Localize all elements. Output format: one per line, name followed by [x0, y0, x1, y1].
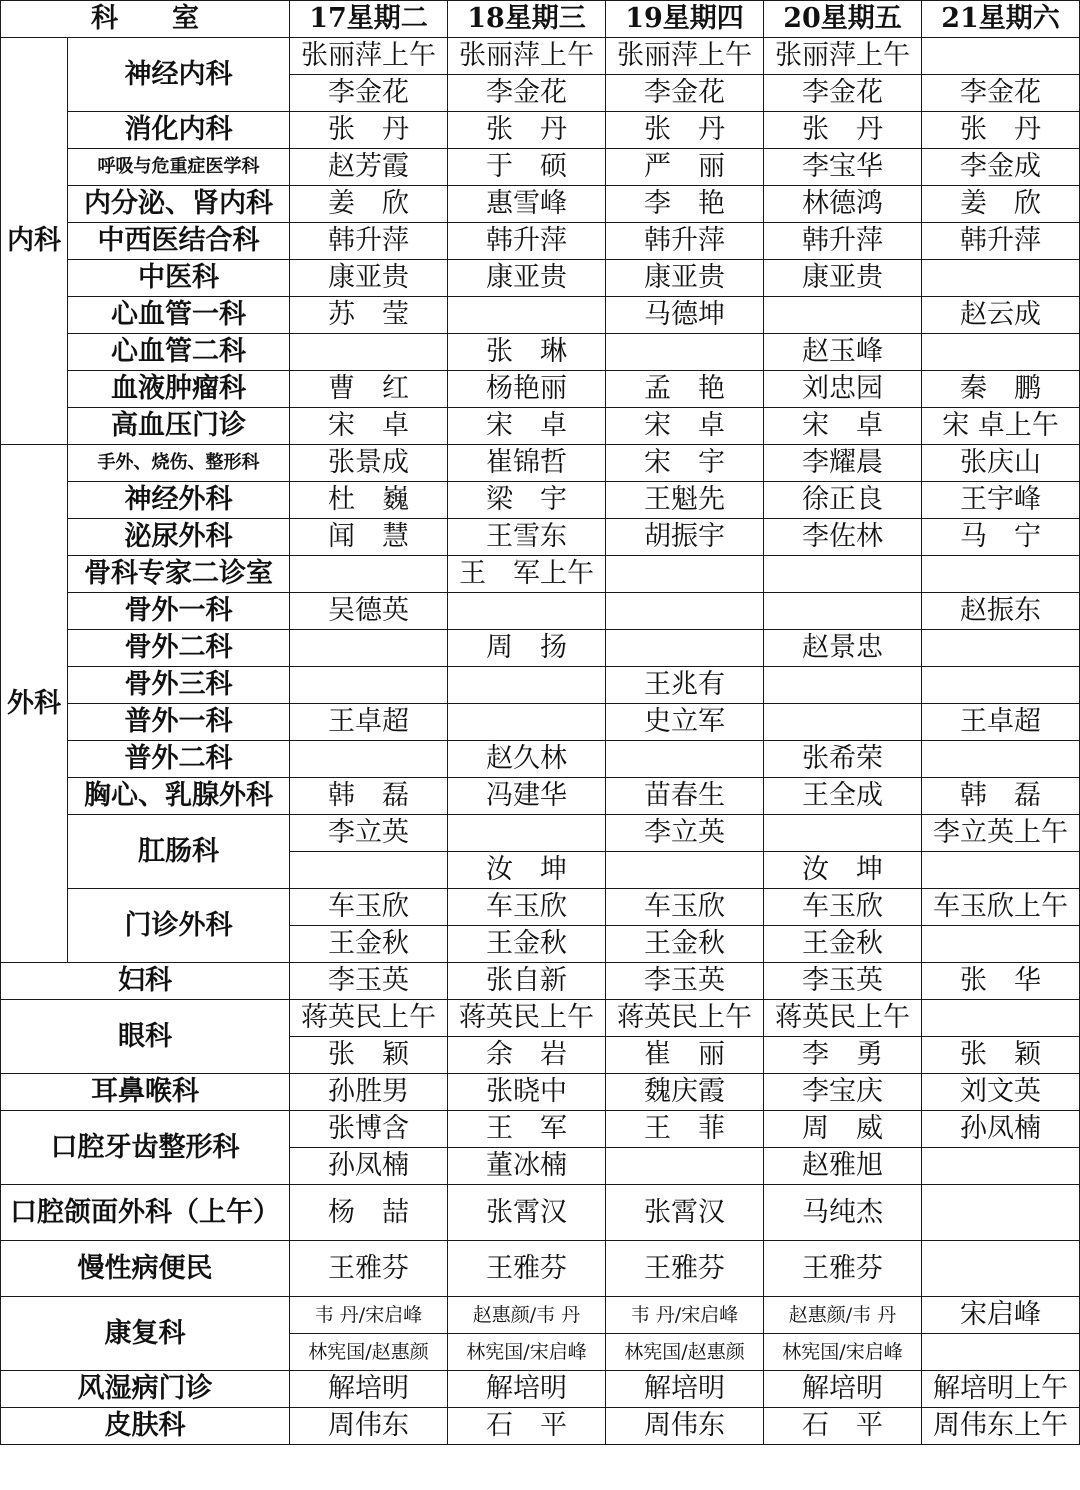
doctor-cell: 王全成	[764, 778, 922, 815]
table-row	[1, 371, 1080, 408]
doctor-cell: 蒋英民上午	[290, 1000, 448, 1037]
doctor-cell	[448, 815, 606, 852]
doctor-cell: 姜 欣	[290, 186, 448, 223]
doctor-cell	[290, 741, 448, 778]
doctor-cell: 张 琳	[448, 334, 606, 371]
doctor-cell: 李玉英	[764, 963, 922, 1000]
dept-name: 神经外科	[68, 482, 290, 519]
doctor-cell: 王卓超	[922, 704, 1080, 741]
table-row	[1, 186, 1080, 223]
doctor-cell: 张丽萍上午	[448, 38, 606, 75]
dept-name: 骨外二科	[68, 630, 290, 667]
doctor-cell	[448, 704, 606, 741]
doctor-cell: 秦 鹏	[922, 371, 1080, 408]
doctor-cell: 宋 宇	[606, 445, 764, 482]
table-row	[1, 297, 1080, 334]
doctor-cell: 董冰楠	[448, 1148, 606, 1185]
doctor-cell: 魏庆霞	[606, 1074, 764, 1111]
doctor-cell: 周伟东	[290, 1408, 448, 1445]
table-row	[1, 741, 1080, 778]
doctor-cell	[764, 593, 922, 630]
dept-name: 耳鼻喉科	[1, 1074, 290, 1111]
dept-name: 心血管一科	[68, 297, 290, 334]
doctor-cell: 宋 卓	[764, 408, 922, 445]
doctor-cell: 李佐林	[764, 519, 922, 556]
doctor-cell: 吴德英	[290, 593, 448, 630]
table-row	[1, 593, 1080, 630]
doctor-cell: 王 军上午	[448, 556, 606, 593]
doctor-cell: 张丽萍上午	[764, 38, 922, 75]
doctor-cell	[764, 704, 922, 741]
table-row	[1, 1408, 1080, 1445]
doctor-cell: 王雅芬	[764, 1241, 922, 1297]
doctor-cell: 韩升萍	[606, 223, 764, 260]
doctor-cell	[922, 1148, 1080, 1185]
dept-name: 慢性病便民	[1, 1241, 290, 1297]
doctor-cell: 张 丹	[764, 112, 922, 149]
doctor-cell: 车玉欣上午	[922, 889, 1080, 926]
table-row	[1, 1297, 1080, 1334]
doctor-cell	[290, 334, 448, 371]
table-row	[1, 889, 1080, 926]
doctor-cell: 王雪东	[448, 519, 606, 556]
table-row	[1, 149, 1080, 186]
dept-name: 胸心、乳腺外科	[68, 778, 290, 815]
doctor-cell: 林宪国/赵惠颜	[290, 1334, 448, 1371]
table-row	[1, 1371, 1080, 1408]
dept-name: 心血管二科	[68, 334, 290, 371]
doctor-cell: 王 菲	[606, 1111, 764, 1148]
doctor-cell	[606, 741, 764, 778]
doctor-cell	[448, 593, 606, 630]
doctor-cell	[606, 852, 764, 889]
doctor-cell: 张希荣	[764, 741, 922, 778]
doctor-cell	[922, 1334, 1080, 1371]
group-waike: 外科	[1, 445, 68, 963]
doctor-cell: 汝 坤	[764, 852, 922, 889]
dept-name: 口腔颌面外科（上午）	[1, 1185, 290, 1241]
doctor-cell: 蒋英民上午	[764, 1000, 922, 1037]
doctor-cell: 宋启峰	[922, 1297, 1080, 1334]
table-row	[1, 1241, 1080, 1297]
doctor-cell: 宋 卓	[606, 408, 764, 445]
doctor-cell: 韩升萍	[448, 223, 606, 260]
doctor-cell: 张 丹	[448, 112, 606, 149]
table-row	[1, 963, 1080, 1000]
dept-name: 妇科	[1, 963, 290, 1000]
doctor-cell: 赵惠颜/韦 丹	[448, 1297, 606, 1334]
dept-name: 普外一科	[68, 704, 290, 741]
doctor-cell: 李金成	[922, 149, 1080, 186]
doctor-cell: 崔锦哲	[448, 445, 606, 482]
doctor-cell: 张 颖	[290, 1037, 448, 1074]
dept-name: 眼科	[1, 1000, 290, 1074]
doctor-cell: 解培明	[606, 1371, 764, 1408]
dept-name: 中西医结合科	[68, 223, 290, 260]
doctor-cell: 王卓超	[290, 704, 448, 741]
doctor-cell: 李立英	[606, 815, 764, 852]
doctor-cell: 赵玉峰	[764, 334, 922, 371]
doctor-cell: 王金秋	[764, 926, 922, 963]
doctor-cell: 李立英	[290, 815, 448, 852]
doctor-cell: 石 平	[764, 1408, 922, 1445]
doctor-cell: 马 宁	[922, 519, 1080, 556]
header-day: 20星期五	[764, 1, 922, 38]
table-row	[1, 778, 1080, 815]
table-row	[1, 38, 1080, 75]
dept-name: 内分泌、肾内科	[68, 186, 290, 223]
doctor-cell: 赵云成	[922, 297, 1080, 334]
doctor-cell: 李 艳	[606, 186, 764, 223]
doctor-cell	[606, 556, 764, 593]
table-row	[1, 223, 1080, 260]
table-row	[1, 704, 1080, 741]
table-row	[1, 630, 1080, 667]
doctor-cell: 张庆山	[922, 445, 1080, 482]
table-row	[1, 1000, 1080, 1037]
doctor-cell: 康亚贵	[606, 260, 764, 297]
doctor-cell: 车玉欣	[290, 889, 448, 926]
doctor-cell: 解培明上午	[922, 1371, 1080, 1408]
dept-name: 肛肠科	[68, 815, 290, 889]
doctor-cell: 韩 磊	[922, 778, 1080, 815]
doctor-cell: 王金秋	[606, 926, 764, 963]
doctor-cell	[606, 1148, 764, 1185]
doctor-cell: 张 丹	[922, 112, 1080, 149]
doctor-cell: 王雅芬	[290, 1241, 448, 1297]
dept-name: 呼吸与危重症医学科	[68, 149, 290, 186]
doctor-cell: 王金秋	[290, 926, 448, 963]
doctor-cell: 蒋英民上午	[606, 1000, 764, 1037]
doctor-cell: 于 硕	[448, 149, 606, 186]
doctor-cell: 张霄汉	[606, 1185, 764, 1241]
doctor-cell: 曹 红	[290, 371, 448, 408]
dept-name: 骨外一科	[68, 593, 290, 630]
dept-name: 血液肿瘤科	[68, 371, 290, 408]
doctor-cell	[764, 297, 922, 334]
doctor-cell	[922, 1241, 1080, 1297]
doctor-cell: 康亚贵	[448, 260, 606, 297]
doctor-cell: 韩升萍	[290, 223, 448, 260]
header-day: 17星期二	[290, 1, 448, 38]
doctor-cell: 韩升萍	[764, 223, 922, 260]
doctor-cell: 梁 宇	[448, 482, 606, 519]
doctor-cell: 王金秋	[448, 926, 606, 963]
doctor-cell: 周伟东	[606, 1408, 764, 1445]
header-day: 21星期六	[922, 1, 1080, 38]
doctor-cell: 王雅芬	[606, 1241, 764, 1297]
doctor-cell: 张景成	[290, 445, 448, 482]
doctor-cell: 孙胜男	[290, 1074, 448, 1111]
doctor-cell: 张丽萍上午	[290, 38, 448, 75]
dept-name: 消化内科	[68, 112, 290, 149]
table-row	[1, 815, 1080, 852]
header-dept: 科 室	[1, 1, 290, 38]
dept-name: 门诊外科	[68, 889, 290, 963]
dept-name: 中医科	[68, 260, 290, 297]
header-day: 18星期三	[448, 1, 606, 38]
doctor-cell: 解培明	[764, 1371, 922, 1408]
doctor-cell	[922, 260, 1080, 297]
doctor-cell: 解培明	[290, 1371, 448, 1408]
doctor-cell: 李宝华	[764, 149, 922, 186]
doctor-cell	[606, 593, 764, 630]
doctor-cell: 杨艳丽	[448, 371, 606, 408]
doctor-cell	[448, 667, 606, 704]
table-row	[1, 1185, 1080, 1241]
doctor-cell: 赵振东	[922, 593, 1080, 630]
doctor-cell	[922, 741, 1080, 778]
doctor-cell: 赵雅旭	[764, 1148, 922, 1185]
doctor-cell: 李 勇	[764, 1037, 922, 1074]
dept-name: 皮肤科	[1, 1408, 290, 1445]
doctor-cell: 车玉欣	[764, 889, 922, 926]
schedule-body	[1, 1, 1080, 1445]
doctor-cell: 孙凤楠	[922, 1111, 1080, 1148]
doctor-cell	[922, 667, 1080, 704]
doctor-cell: 李宝庆	[764, 1074, 922, 1111]
doctor-cell: 崔 丽	[606, 1037, 764, 1074]
doctor-cell: 张 华	[922, 963, 1080, 1000]
header-row	[1, 1, 1080, 38]
doctor-cell: 解培明	[448, 1371, 606, 1408]
doctor-cell: 韩升萍	[922, 223, 1080, 260]
doctor-cell: 胡振宇	[606, 519, 764, 556]
group-neike: 内科	[1, 38, 68, 445]
doctor-cell: 宋 卓	[290, 408, 448, 445]
doctor-cell: 王 军	[448, 1111, 606, 1148]
doctor-cell: 车玉欣	[606, 889, 764, 926]
table-row	[1, 519, 1080, 556]
doctor-cell: 石 平	[448, 1408, 606, 1445]
doctor-cell: 刘文英	[922, 1074, 1080, 1111]
doctor-cell	[290, 852, 448, 889]
doctor-cell: 赵景忠	[764, 630, 922, 667]
doctor-cell: 余 岩	[448, 1037, 606, 1074]
doctor-cell: 李金花	[290, 75, 448, 112]
doctor-cell: 李立英上午	[922, 815, 1080, 852]
doctor-cell: 张丽萍上午	[606, 38, 764, 75]
doctor-cell: 杨 喆	[290, 1185, 448, 1241]
doctor-cell: 赵惠颜/韦 丹	[764, 1297, 922, 1334]
doctor-cell: 林宪国/赵惠颜	[606, 1334, 764, 1371]
dept-name: 手外、烧伤、整形科	[68, 445, 290, 482]
doctor-cell: 王兆有	[606, 667, 764, 704]
dept-name: 泌尿外科	[68, 519, 290, 556]
doctor-cell	[764, 556, 922, 593]
doctor-cell	[290, 556, 448, 593]
doctor-cell: 王雅芬	[448, 1241, 606, 1297]
table-row	[1, 260, 1080, 297]
doctor-cell: 张晓中	[448, 1074, 606, 1111]
doctor-cell: 王魁先	[606, 482, 764, 519]
doctor-cell: 姜 欣	[922, 186, 1080, 223]
dept-name: 普外二科	[68, 741, 290, 778]
doctor-cell	[448, 297, 606, 334]
doctor-cell	[922, 852, 1080, 889]
doctor-cell	[764, 815, 922, 852]
doctor-cell: 苗春生	[606, 778, 764, 815]
doctor-cell: 马德坤	[606, 297, 764, 334]
doctor-cell: 王宇峰	[922, 482, 1080, 519]
doctor-cell: 苏 莹	[290, 297, 448, 334]
doctor-cell: 严 丽	[606, 149, 764, 186]
table-row	[1, 1111, 1080, 1148]
doctor-cell: 李耀晨	[764, 445, 922, 482]
doctor-cell: 张自新	[448, 963, 606, 1000]
doctor-cell: 刘忠园	[764, 371, 922, 408]
table-row	[1, 445, 1080, 482]
doctor-cell: 李金花	[922, 75, 1080, 112]
doctor-cell: 李玉英	[290, 963, 448, 1000]
dept-name: 神经内科	[68, 38, 290, 112]
table-row	[1, 667, 1080, 704]
dept-name: 口腔牙齿整形科	[1, 1111, 290, 1185]
doctor-cell: 孟 艳	[606, 371, 764, 408]
doctor-cell: 汝 坤	[448, 852, 606, 889]
doctor-cell: 杜 巍	[290, 482, 448, 519]
doctor-cell: 徐正良	[764, 482, 922, 519]
dept-name: 高血压门诊	[68, 408, 290, 445]
doctor-cell: 张 丹	[290, 112, 448, 149]
doctor-cell: 李金花	[764, 75, 922, 112]
doctor-cell	[922, 1000, 1080, 1037]
doctor-cell: 张 颖	[922, 1037, 1080, 1074]
doctor-cell: 冯建华	[448, 778, 606, 815]
header-day: 19星期四	[606, 1, 764, 38]
doctor-cell	[606, 334, 764, 371]
doctor-cell: 张 丹	[606, 112, 764, 149]
doctor-cell: 车玉欣	[448, 889, 606, 926]
doctor-cell: 惠雪峰	[448, 186, 606, 223]
doctor-cell: 韩 磊	[290, 778, 448, 815]
doctor-cell: 康亚贵	[764, 260, 922, 297]
doctor-cell	[290, 630, 448, 667]
doctor-cell	[290, 667, 448, 704]
doctor-cell: 周 威	[764, 1111, 922, 1148]
table-row	[1, 1074, 1080, 1111]
doctor-cell	[764, 667, 922, 704]
doctor-cell	[606, 630, 764, 667]
table-row	[1, 556, 1080, 593]
doctor-cell: 张霄汉	[448, 1185, 606, 1241]
doctor-cell: 林宪国/宋启峰	[448, 1334, 606, 1371]
doctor-cell	[922, 1185, 1080, 1241]
doctor-cell: 李玉英	[606, 963, 764, 1000]
doctor-cell: 赵久林	[448, 741, 606, 778]
dept-name: 康复科	[1, 1297, 290, 1371]
table-row	[1, 408, 1080, 445]
doctor-cell: 马纯杰	[764, 1185, 922, 1241]
doctor-cell: 林德鸿	[764, 186, 922, 223]
dept-name: 骨科专家二诊室	[68, 556, 290, 593]
doctor-cell: 宋 卓	[448, 408, 606, 445]
doctor-cell: 周 扬	[448, 630, 606, 667]
doctor-cell	[922, 556, 1080, 593]
table-row	[1, 334, 1080, 371]
doctor-cell: 孙凤楠	[290, 1148, 448, 1185]
dept-name: 风湿病门诊	[1, 1371, 290, 1408]
doctor-cell: 康亚贵	[290, 260, 448, 297]
doctor-cell: 宋 卓上午	[922, 408, 1080, 445]
table-row	[1, 112, 1080, 149]
doctor-cell: 李金花	[606, 75, 764, 112]
doctor-cell: 赵芳霞	[290, 149, 448, 186]
doctor-cell: 林宪国/宋启峰	[764, 1334, 922, 1371]
doctor-cell: 李金花	[448, 75, 606, 112]
doctor-cell: 周伟东上午	[922, 1408, 1080, 1445]
doctor-cell: 韦 丹/宋启峰	[290, 1297, 448, 1334]
doctor-cell: 蒋英民上午	[448, 1000, 606, 1037]
table-row	[1, 482, 1080, 519]
doctor-cell	[922, 630, 1080, 667]
doctor-cell	[922, 926, 1080, 963]
doctor-cell: 闻 慧	[290, 519, 448, 556]
dept-name: 骨外三科	[68, 667, 290, 704]
doctor-cell: 韦 丹/宋启峰	[606, 1297, 764, 1334]
doctor-cell	[922, 334, 1080, 371]
doctor-cell: 张博含	[290, 1111, 448, 1148]
doctor-cell	[922, 38, 1080, 75]
doctor-cell: 史立军	[606, 704, 764, 741]
